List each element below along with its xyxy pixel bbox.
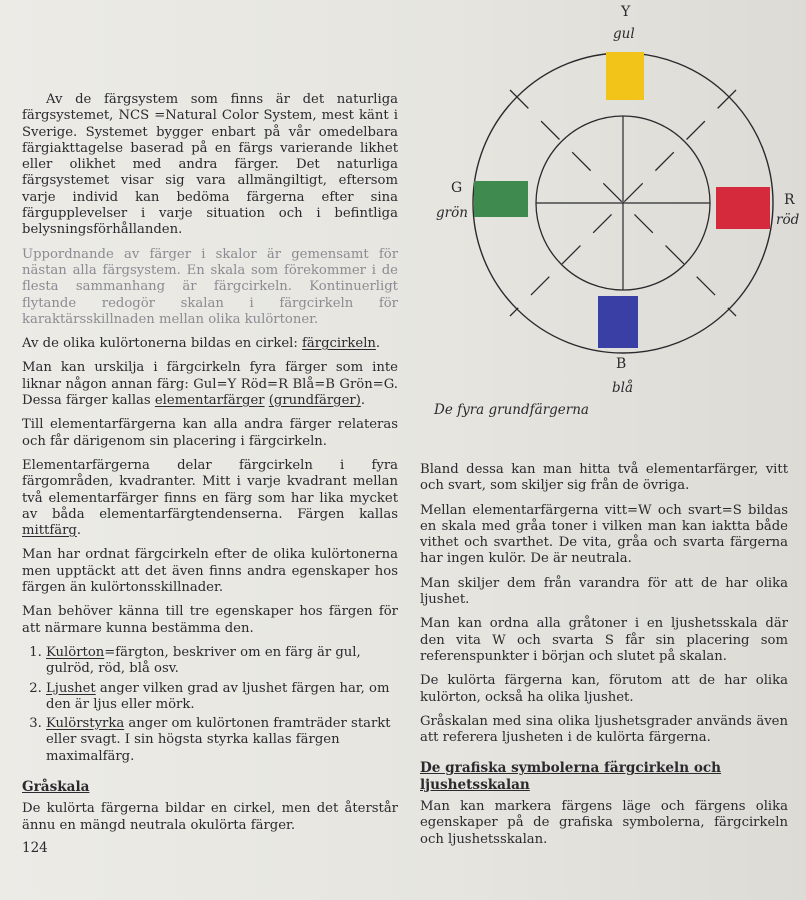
- text: anger om kulörtonen framträder starkt eller svagt. I sin högsta styrka kallas färgen maximalfärg.: [46, 716, 391, 764]
- yellow-swatch: [606, 52, 644, 100]
- properties-list: [22, 645, 398, 765]
- paragraph-ncs-intro: Av de färgsystem som finns är det naturliga färgsystemet, NCS =Natural Color System, mest känt i Sverige. Systemet bygger enbart på vår omedelbara färgiakttagelse baserad på en färgs varierande likhet eller olikhet med andra färger. Det naturliga färgsystemet visar sig vara allmängiltigt, eftersom varje individ kan bedöma färgerna efter sina färgupplevelser i varje situation och i befintliga belysningsförhållanden.: [22, 92, 398, 238]
- paragraph-properties: Man har ordnat färgcirkeln efter de olika kulörtonerna men upptäckt att det även finns andra egenskaper hos färgen än kulörtonsskillnader.: [22, 547, 398, 596]
- term-ljushet: Ljushet: [46, 680, 96, 696]
- paragraph-neutral: De kulörta färgerna bildar en cirkel, men det återstår ännu en mängd neutrala okulörta färger.: [22, 801, 398, 833]
- paragraph-scales: Uppordnande av färger i skalor är gemensamt för nästan alla färgsystem. En skala som förekommer i de flesta sammanhang är färgcirkeln. Kontinuerligt flytande redogör skalan i färgcirkeln för karaktärsskillnaden mellan olika kulörtoner.: [22, 246, 398, 327]
- text: Elementarfärgerna delar färgcirkeln i fyra färgområden, kvadranter. Mitt i varje kvadrant mellan två elementarfärger finns en färg som har lika mycket av båda elementarfärgtendenserna. Färgen kallas: [22, 457, 398, 522]
- text: .: [375, 336, 381, 352]
- paragraph: Bland dessa kan man hitta två elementarfärger, vitt och svart, som skiljer sig från de övriga.: [420, 462, 788, 494]
- label-gul: gul: [613, 26, 635, 42]
- label-rod: röd: [776, 212, 800, 228]
- text: Man kan urskilja i färgcirkeln fyra färger som inte liknar någon annan färg: Gul=Y Röd=R Blå=B Grön=G. Dessa färger kallas: [22, 360, 398, 409]
- paragraph: De kulörta färgerna kan, förutom att de har olika kulörton, också ha olika ljushet.: [420, 673, 788, 705]
- paragraph-three-properties: Man behöver känna till tre egenskaper hos färgen för att närmare kunna bestämma den.: [22, 604, 398, 636]
- diagram-caption: De fyra grundfärgerna: [434, 402, 589, 418]
- label-g: G: [451, 180, 463, 196]
- label-bla: blå: [612, 380, 634, 396]
- paragraph: Man kan ordna alla gråtoner i en ljushetsskala där den vita W och svarta S får sin placering som referenspunkter i början och slutet på skalan.: [420, 616, 788, 664]
- paragraph-quadrants: [22, 458, 398, 539]
- term-kulorton: Kulörton: [46, 644, 105, 660]
- text: =färgton, beskriver om en färg är gul, gulröd, röd, blå osv.: [46, 644, 361, 677]
- text: Av de olika kulörtonerna bildas en cirkel:: [22, 336, 303, 352]
- label-r: R: [784, 192, 795, 208]
- term-mittfarg: mittfärg: [22, 523, 77, 539]
- text: .: [76, 523, 82, 539]
- paragraph-final: Man kan markera färgens läge och färgens olika egenskaper på de grafiska symbolerna, färgcirkeln och ljushetsskalan.: [420, 799, 788, 847]
- term-elementarfarger: elementarfärger: [154, 393, 265, 409]
- green-swatch: [474, 181, 528, 217]
- term-fargcirkeln: färgcirkeln: [302, 336, 376, 352]
- list-item: [46, 681, 398, 714]
- right-column: [420, 462, 788, 856]
- color-circle-svg: [420, 0, 806, 440]
- paragraph: Mellan elementarfärgerna vitt=W och svart=S bildas en skala med gråa toner i vilken man kan iaktta både vithet och svarthet. De vita, gråa och svarta färgerna har ingen kulör. De är neutrala.: [420, 502, 788, 567]
- label-y: Y: [621, 4, 631, 20]
- list-item: [46, 716, 398, 765]
- text: .: [360, 393, 366, 409]
- paragraph: Gråskalan med sina olika ljushetsgrader används även att referera ljusheten i de kulörta färgerna.: [420, 713, 788, 746]
- red-swatch: [716, 187, 770, 229]
- text: anger vilken grad av ljushet färgen har, om den är ljus eller mörk.: [46, 680, 390, 712]
- paragraph: Man skiljer dem från varandra för att de har olika ljushet.: [420, 575, 788, 608]
- color-circle-diagram: [420, 0, 806, 440]
- paragraph-elementary-colors: [22, 360, 398, 409]
- term-kulorstyrka: Kulörstyrka: [46, 716, 125, 732]
- paragraph-relation: Till elementarfärgerna kan alla andra färger relateras och får därigenom sin placering i färgcirkeln.: [22, 417, 398, 449]
- subheading-graphic-symbols: De grafiska symbolerna färgcirkeln och ljushetsskalan: [420, 760, 722, 793]
- label-b: B: [616, 356, 627, 372]
- list-item: [46, 645, 398, 678]
- page-number: 124: [22, 840, 48, 856]
- term-grundfarger: (grundfärger): [268, 393, 361, 409]
- left-column: [22, 92, 398, 842]
- blue-swatch: [598, 296, 638, 348]
- label-gron: grön: [436, 205, 468, 221]
- paragraph-color-circle: [22, 336, 398, 352]
- subheading-graskala: Gråskala: [22, 778, 90, 795]
